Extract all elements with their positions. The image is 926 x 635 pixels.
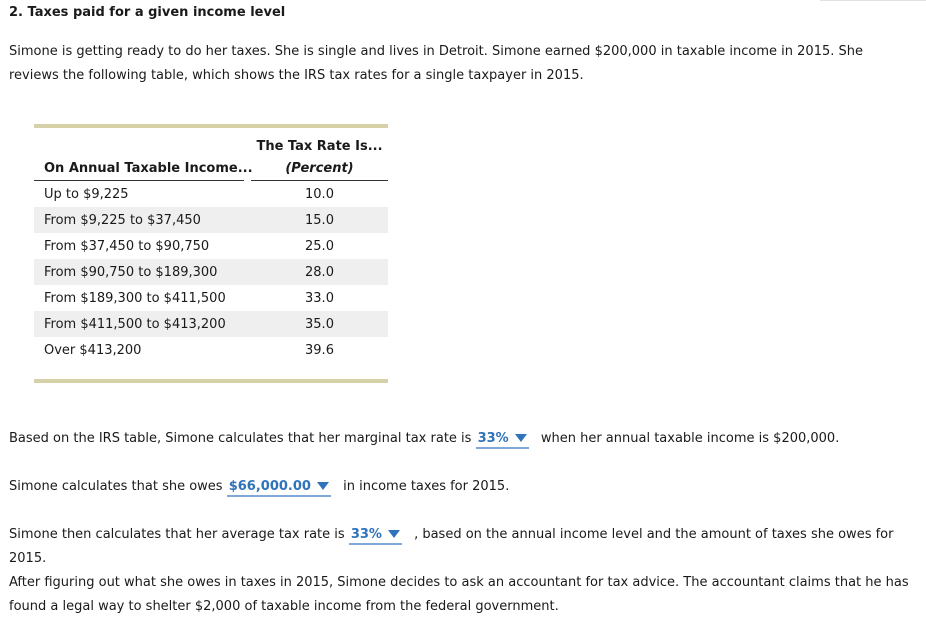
tax-rate: 25.0	[305, 238, 334, 254]
table-body	[34, 181, 388, 363]
taxes-owed-sentence: Simone calculates that she owes $66,000.00 in income taxes for 2015.	[9, 475, 909, 499]
tax-rate-table	[34, 124, 388, 383]
income-bracket: From $37,450 to $90,750	[44, 238, 210, 254]
taxes-owed-dropdown[interactable]: $66,000.00	[227, 479, 331, 497]
table-row	[34, 207, 388, 233]
dropdown-arrow-icon	[515, 434, 527, 442]
table-row	[34, 311, 388, 337]
top-divider	[820, 0, 926, 1]
income-bracket: From $189,300 to $411,500	[44, 290, 226, 306]
income-bracket: Over $413,200	[44, 342, 142, 358]
table-row	[34, 233, 388, 259]
income-bracket: From $90,750 to $189,300	[44, 264, 218, 280]
header-income: On Annual Taxable Income...	[44, 161, 253, 176]
income-bracket: Up to $9,225	[44, 186, 129, 202]
average-rate-dropdown[interactable]: 33%	[349, 527, 402, 545]
income-bracket: From $411,500 to $413,200	[44, 316, 226, 332]
tax-rate: 28.0	[305, 264, 334, 280]
table-header	[34, 128, 388, 180]
tax-rate: 33.0	[305, 290, 334, 306]
intro-paragraph: Simone is getting ready to do her taxes. She is single and lives in Detroit. Simone earned $200,000 in taxable income in 2015. She reviews the following table, which shows the IRS tax rates for a single taxpayer in 2015.	[9, 44, 864, 83]
dropdown-arrow-icon	[388, 530, 400, 538]
closing-paragraph: After figuring out what she owes in taxes in 2015, Simone decides to ask an accountant for tax advice. The accountant claims that he has found a legal way to shelter $2,000 of taxable income from the federal government.	[9, 575, 909, 614]
table-row	[34, 259, 388, 285]
table-row	[34, 181, 388, 207]
header-percent: (Percent)	[285, 161, 354, 176]
table-row	[34, 285, 388, 311]
average-rate-sentence: Simone then calculates that her average tax rate is 33% , based on the annual income level and the amount of taxes she owes for 2015.	[9, 527, 894, 566]
dropdown-arrow-icon	[317, 482, 329, 490]
income-bracket: From $9,225 to $37,450	[44, 212, 201, 228]
marginal-rate-dropdown[interactable]: 33%	[476, 431, 529, 449]
tax-rate: 15.0	[305, 212, 334, 228]
table-row	[34, 337, 388, 363]
tax-rate: 10.0	[305, 186, 334, 202]
question-title: 2. Taxes paid for a given income level	[9, 5, 286, 20]
tax-rate: 35.0	[305, 316, 334, 332]
tax-rate: 39.6	[305, 342, 334, 358]
table-bottom-bar	[34, 379, 388, 383]
marginal-rate-sentence: Based on the IRS table, Simone calculates that her marginal tax rate is 33% when her annual taxable income is $200,000.	[9, 427, 909, 451]
header-rule	[34, 180, 388, 181]
header-tax-rate: The Tax Rate Is...	[256, 139, 383, 154]
